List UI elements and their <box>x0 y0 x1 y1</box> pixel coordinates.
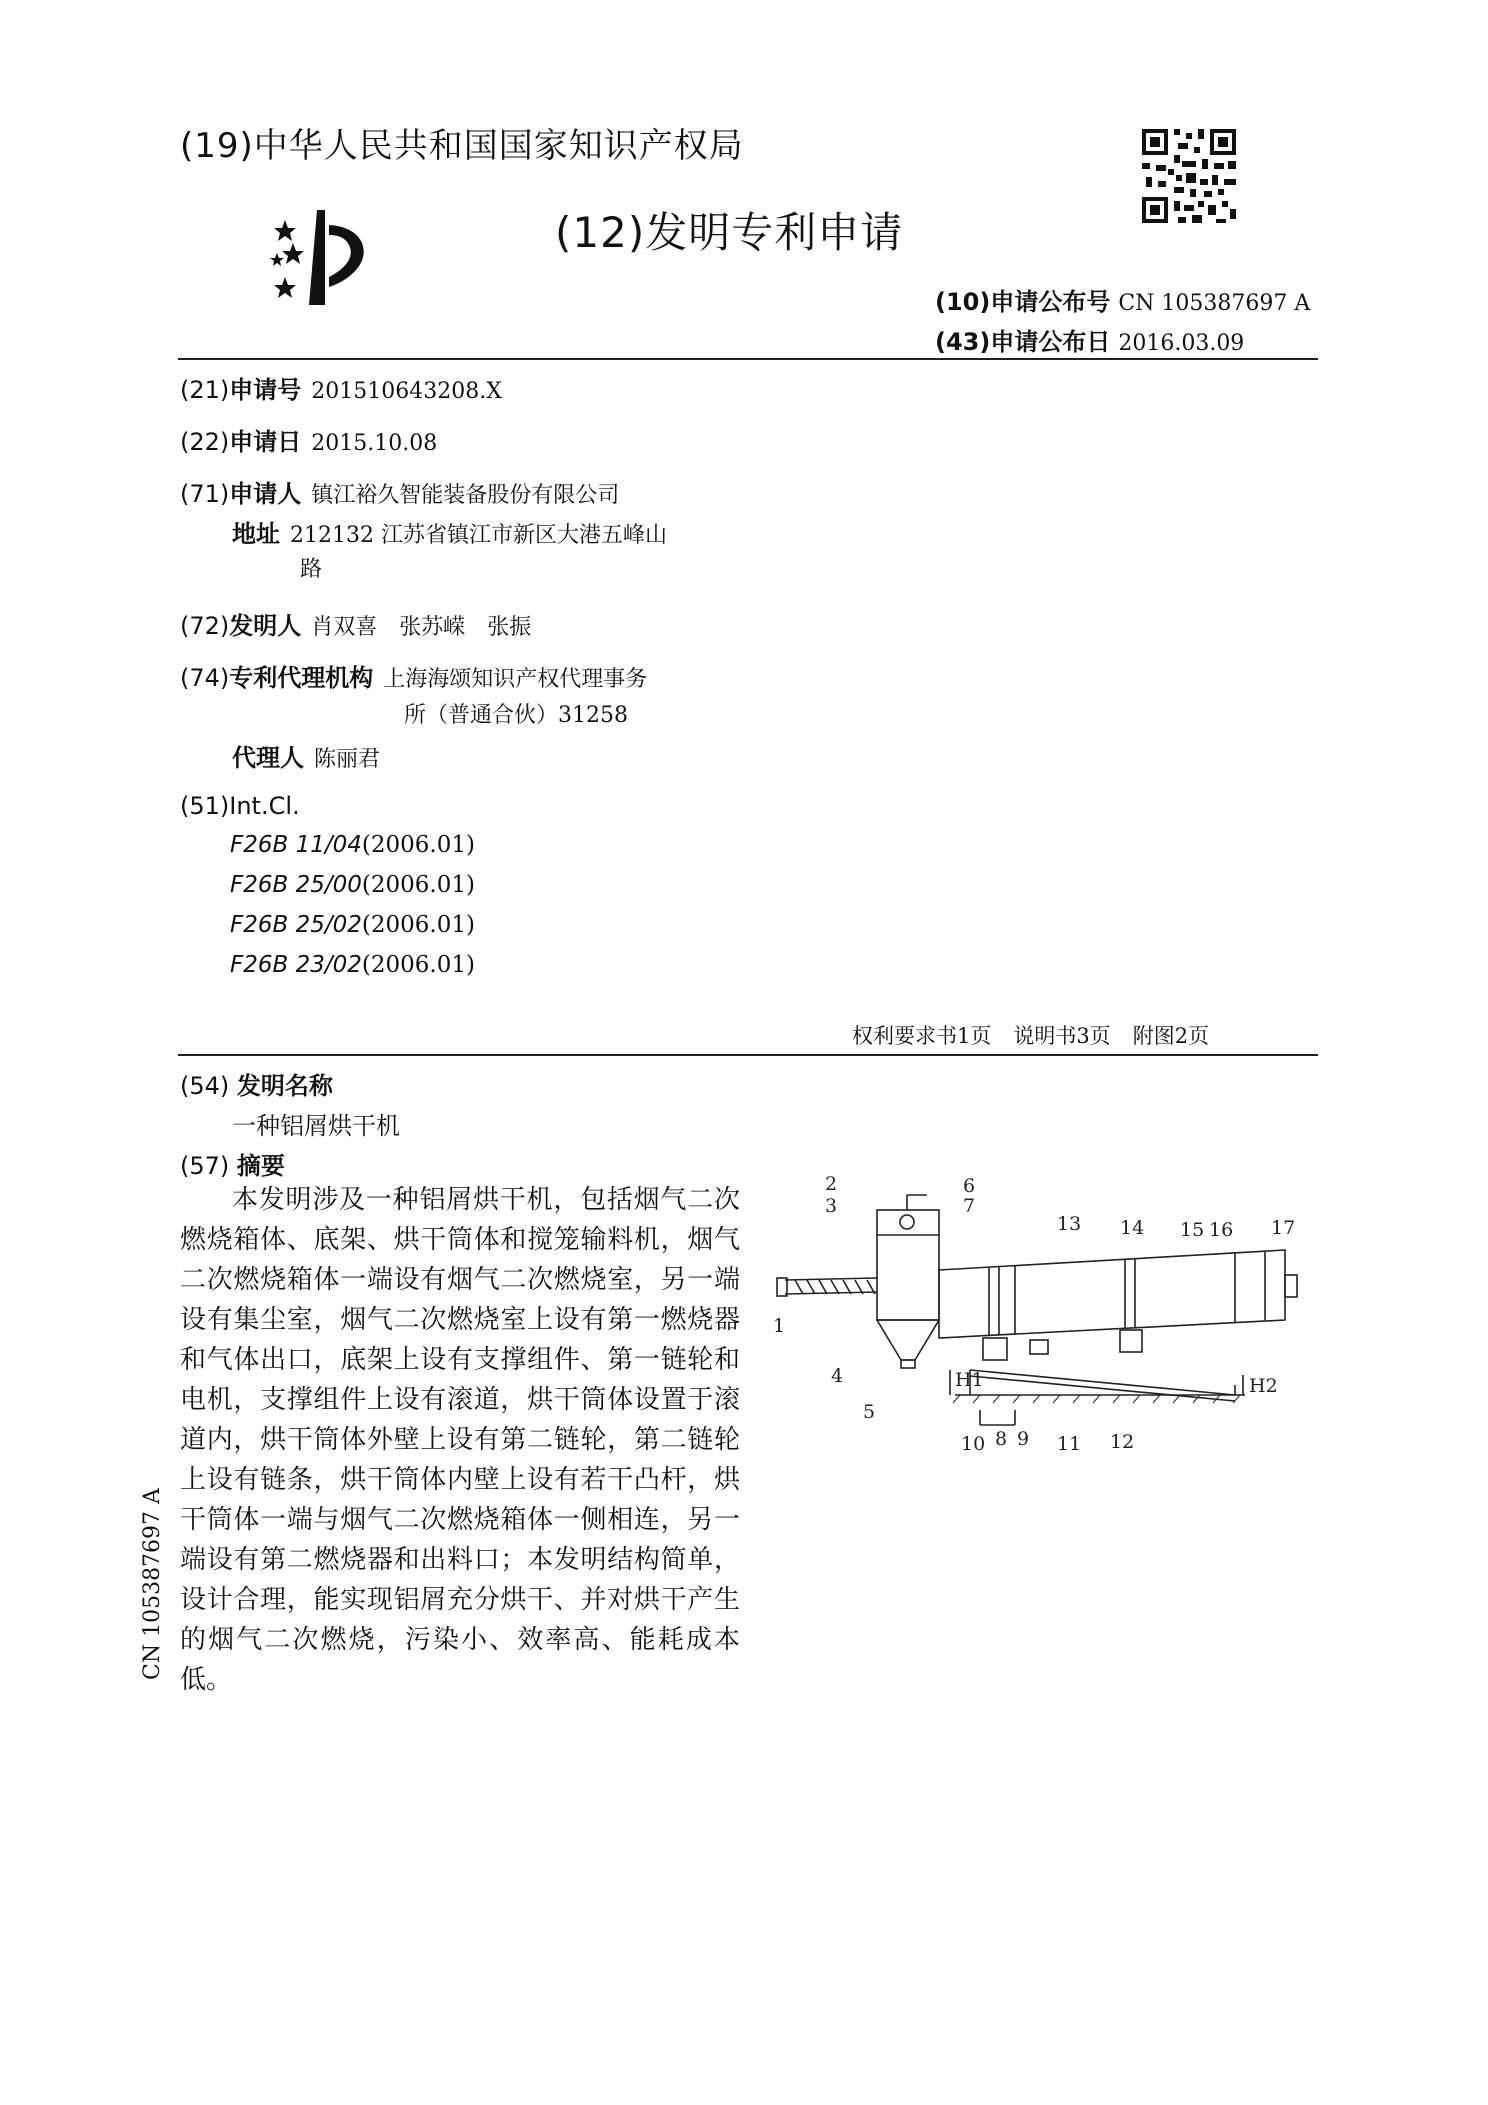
field-code: (22) <box>180 428 230 456</box>
address-line-2: 路 <box>300 557 323 582</box>
publication-number-label: (10)申请公布号 <box>935 288 1111 316</box>
field-code: (51) <box>180 792 230 820</box>
publication-date-label: (43)申请公布日 <box>935 328 1111 356</box>
figure-label: 14 <box>1120 1217 1145 1239</box>
address-line-1: 212132 江苏省镇江市新区大港五峰山 <box>290 523 667 548</box>
ipc-version: (2006.01) <box>361 912 475 938</box>
invention-title: 一种铝屑烘干机 <box>232 1112 400 1140</box>
application-date-label: 申请日 <box>229 428 302 456</box>
description-page-count: 说明书3页 <box>1013 1024 1111 1048</box>
figure-label: 9 <box>1017 1428 1030 1450</box>
figure-label: 13 <box>1057 1213 1082 1235</box>
applicant-label: 申请人 <box>229 480 302 508</box>
address-row-2 <box>300 552 322 583</box>
figure-label: H1 <box>955 1369 984 1391</box>
figure-label: 4 <box>831 1365 844 1387</box>
title-heading-row <box>180 1066 333 1101</box>
application-number: 201510643208.X <box>311 379 502 404</box>
figure-label: 2 <box>825 1173 838 1195</box>
figure-label: 15 <box>1180 1219 1205 1241</box>
agency-line-2: 所（普通合伙）31258 <box>404 703 628 728</box>
agency-line-1: 上海海颂知识产权代理事务 <box>383 667 648 692</box>
applicant: 镇江裕久智能装备股份有限公司 <box>311 483 620 508</box>
drawings-page-count: 附图2页 <box>1132 1024 1210 1048</box>
title-label: 发明名称 <box>236 1072 333 1100</box>
application-date-row <box>180 422 437 457</box>
ipc-label: Int.Cl. <box>229 792 300 820</box>
field-code: (74) <box>180 664 230 692</box>
ipc-version: (2006.01) <box>361 952 475 978</box>
ipc-entry <box>230 832 475 858</box>
publication-number: CN 105387697 A <box>1118 291 1311 316</box>
agent-row <box>232 738 380 773</box>
ipc-class: F26B 25/00 <box>230 872 362 898</box>
figure-label: 10 <box>961 1433 986 1455</box>
inventor-label: 发明人 <box>229 612 302 640</box>
publication-number-row <box>935 282 1310 317</box>
figure-label: 7 <box>963 1195 976 1217</box>
publication-date-row <box>935 322 1244 357</box>
agency-row <box>180 658 647 693</box>
ipc-entry <box>230 872 475 898</box>
figure-label: 11 <box>1057 1433 1082 1455</box>
figure-label: 17 <box>1271 1217 1296 1239</box>
figure-label: 12 <box>1110 1431 1135 1453</box>
figure-label: H2 <box>1249 1375 1278 1397</box>
applicant-row <box>180 474 619 509</box>
agency-row-2 <box>404 698 628 729</box>
figure-label: 16 <box>1209 1219 1234 1241</box>
cnipa-emblem-icon <box>245 205 385 315</box>
application-date: 2015.10.08 <box>311 431 438 456</box>
field-code: (57) <box>180 1152 230 1180</box>
ipc-class: F26B 25/02 <box>230 912 362 938</box>
inventor-row <box>180 606 531 641</box>
application-number-row <box>180 370 502 405</box>
address-row <box>232 514 667 549</box>
qr-code <box>1138 125 1240 227</box>
ipc-class: F26B 23/02 <box>230 952 362 978</box>
field-code: (71) <box>180 480 230 508</box>
ipc-version: (2006.01) <box>361 832 475 858</box>
abstract-text: 本发明涉及一种铝屑烘干机，包括烟气二次燃烧箱体、底架、烘干筒体和搅笼输料机，烟气二次燃烧箱体一端设有烟气二次燃烧室，另一端设有集尘室，烟气二次燃烧室上设有第一燃烧器和气体出口，底架上设有支撑组件、第一链轮和电机，支撑组件上设有滚道，烘干筒体设置于滚道内，烘干筒体外壁上设有第二链轮，第二链轮上设有链条，烘干筒体内壁上设有若干凸杆，烘干筒体一端与烟气二次燃烧箱体一侧相连，另一端设有第二燃烧器和出料口；本发明结构简单，设计合理，能实现铝屑充分烘干、并对烘干产生的烟气二次燃烧，污染小、效率高、能耗成本低。 <box>180 1185 740 1695</box>
ipc-class: F26B 11/04 <box>230 832 362 858</box>
figure-label: 1 <box>773 1315 786 1337</box>
figure-label: 8 <box>995 1428 1008 1450</box>
ipc-entry <box>230 952 475 978</box>
dryer-drawing <box>765 1170 1325 1470</box>
figure-label: 6 <box>963 1175 976 1197</box>
field-code: (21) <box>180 376 230 404</box>
issuing-office: (19)中华人民共和国国家知识产权局 <box>180 126 744 166</box>
page-counts <box>852 1020 1231 1050</box>
ipc-entry <box>230 912 475 938</box>
abstract-label: 摘要 <box>236 1152 285 1180</box>
ipc-header-row <box>180 792 300 820</box>
inventors: 肖双喜 张苏嵘 张振 <box>311 615 532 640</box>
ipc-version: (2006.01) <box>361 872 475 898</box>
section-divider <box>178 1054 1318 1056</box>
document-type: (12)发明专利申请 <box>555 208 904 257</box>
claims-page-count: 权利要求书1页 <box>852 1024 992 1048</box>
application-number-label: 申请号 <box>229 376 302 404</box>
agent-label: 代理人 <box>232 744 304 772</box>
agency-label: 专利代理机构 <box>229 664 374 692</box>
abstract-heading-row <box>180 1146 285 1181</box>
publication-date: 2016.03.09 <box>1118 331 1245 356</box>
figure-label: 3 <box>825 1195 838 1217</box>
field-code: (72) <box>180 612 230 640</box>
vertical-publication-number: CN 105387697 A <box>140 1488 165 1680</box>
address-label: 地址 <box>232 520 280 548</box>
field-code: (54) <box>180 1072 230 1100</box>
header-divider <box>178 358 1318 360</box>
agent: 陈丽君 <box>314 747 381 772</box>
figure-label: 5 <box>863 1401 876 1423</box>
